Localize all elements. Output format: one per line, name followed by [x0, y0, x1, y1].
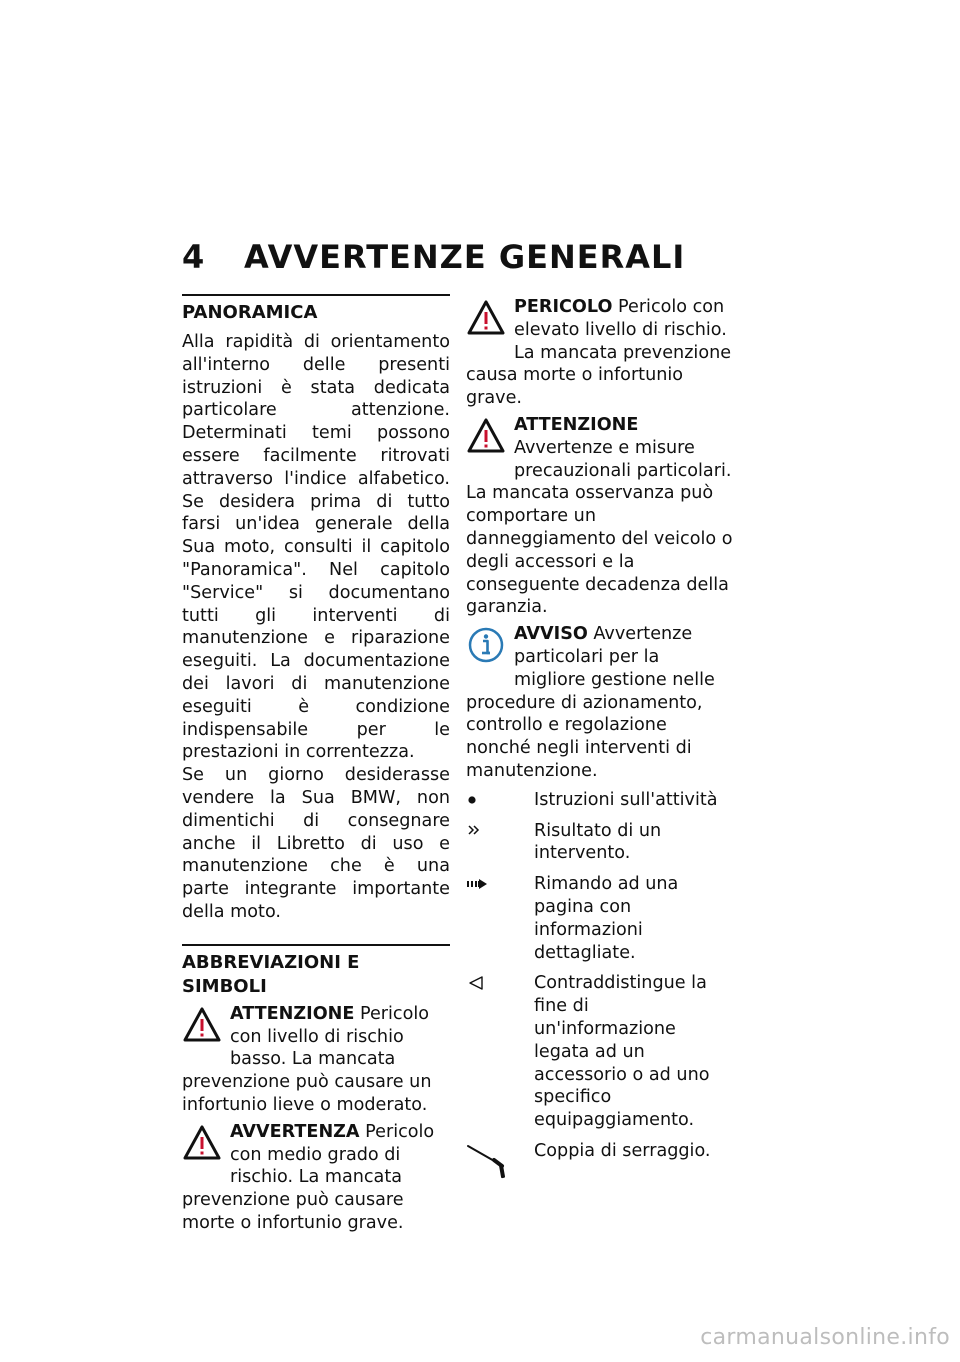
- note-label: AVVERTENZA: [230, 1121, 360, 1142]
- note-text: Avvertenze particolari per la migliore gestione nelle procedure di azionamento, controllo e regolazione nonché negli interventi di manutenzione.: [466, 624, 715, 781]
- result-chevron-icon: [466, 820, 534, 866]
- abbreviazioni-heading: ABBREVIAZIONI E SIMBOLI: [182, 951, 360, 997]
- note-attenzione-particolari: [466, 414, 736, 619]
- symbol-row: [466, 820, 736, 866]
- note-pericolo: [466, 296, 736, 410]
- symbol-description: Istruzioni sull'attività: [534, 789, 718, 810]
- note-label: PERICOLO: [514, 297, 613, 317]
- torque-wrench-icon: [466, 1140, 534, 1180]
- watermark: carmanualsonline.info: [700, 1325, 950, 1350]
- symbol-row: [466, 972, 736, 1132]
- panoramica-section: [182, 294, 450, 924]
- abbreviazioni-section: [182, 944, 450, 1235]
- warning-triangle-icon: [466, 298, 510, 342]
- note-text: Pericolo con livello di rischio basso. La mancata prevenzione può causare un infortunio lieve o moderato.: [182, 1003, 432, 1115]
- right-column: [466, 292, 736, 1188]
- symbol-row: [466, 873, 736, 964]
- symbol-list: [466, 789, 736, 1180]
- warning-triangle-icon: [466, 416, 510, 460]
- chapter-number: 4: [182, 238, 206, 276]
- note-attenzione-low: [182, 1003, 450, 1117]
- warning-triangle-icon: [182, 1123, 226, 1167]
- note-text: Pericolo con medio grado di rischio. La mancata prevenzione può causare morte o infortunio grave.: [182, 1121, 435, 1233]
- note-label: AVVISO: [514, 624, 588, 645]
- panoramica-paragraph-1: Alla rapidità di orientamento all'interno delle presenti istruzioni è stata dedicata particolare attenzione. Determinati temi possono essere facilmente ritrovati attraverso l'indice alfabetico. Se desidera prima di tutto farsi un'idea generale della Sua moto, consulti il capitolo "Panoramica". Nel capitolo "Service" si documentano tutti gli interventi di manutenzione e riparazione eseguiti. La documentazione dei lavori di manutenzione eseguiti è condizione indispensabile per le prestazioni in correntezza.: [182, 332, 450, 763]
- symbol-description: Contraddistingue la fine di un'informazione legata ad un accessorio o ad uno specifico equipaggiamento.: [534, 973, 710, 1131]
- info-icon: [466, 625, 510, 669]
- panoramica-paragraph-2: Se un giorno desiderasse vendere la Sua BMW, non dimentichi di consegnare anche il Libretto di uso e manutenzione che è una parte integrante importante della moto.: [182, 765, 450, 922]
- symbol-description: Coppia di serraggio.: [534, 1140, 711, 1161]
- note-avviso: [466, 623, 736, 783]
- bullet-icon: [466, 789, 534, 812]
- end-marker-triangle-icon: [466, 972, 534, 1132]
- panoramica-heading: PANORAMICA: [182, 302, 318, 323]
- note-label: ATTENZIONE: [230, 1003, 355, 1024]
- symbol-description: Risultato di un intervento.: [534, 820, 662, 864]
- note-text: Pericolo con elevato livello di rischio. La mancata prevenzione causa morte o infortunio grave.: [466, 297, 732, 409]
- note-label: ATTENZIONE: [514, 414, 639, 435]
- page-reference-arrow-icon: [466, 873, 534, 964]
- symbol-row: [466, 1140, 736, 1180]
- symbol-description: Rimando ad una pagina con informazioni dettagliate.: [534, 874, 679, 963]
- left-column: [182, 294, 450, 1235]
- symbol-row: [466, 789, 736, 812]
- chapter-title: [182, 238, 685, 276]
- chapter-title-text: AVVERTENZE GENERALI: [244, 238, 686, 276]
- note-text: Avvertenze e misure precauzionali particolari. La mancata osservanza può comportare un danneggiamento del veicolo o degli accessori e la conseguente decadenza della garanzia.: [466, 437, 733, 618]
- note-avvertenza: [182, 1121, 450, 1235]
- warning-triangle-icon: [182, 1005, 226, 1049]
